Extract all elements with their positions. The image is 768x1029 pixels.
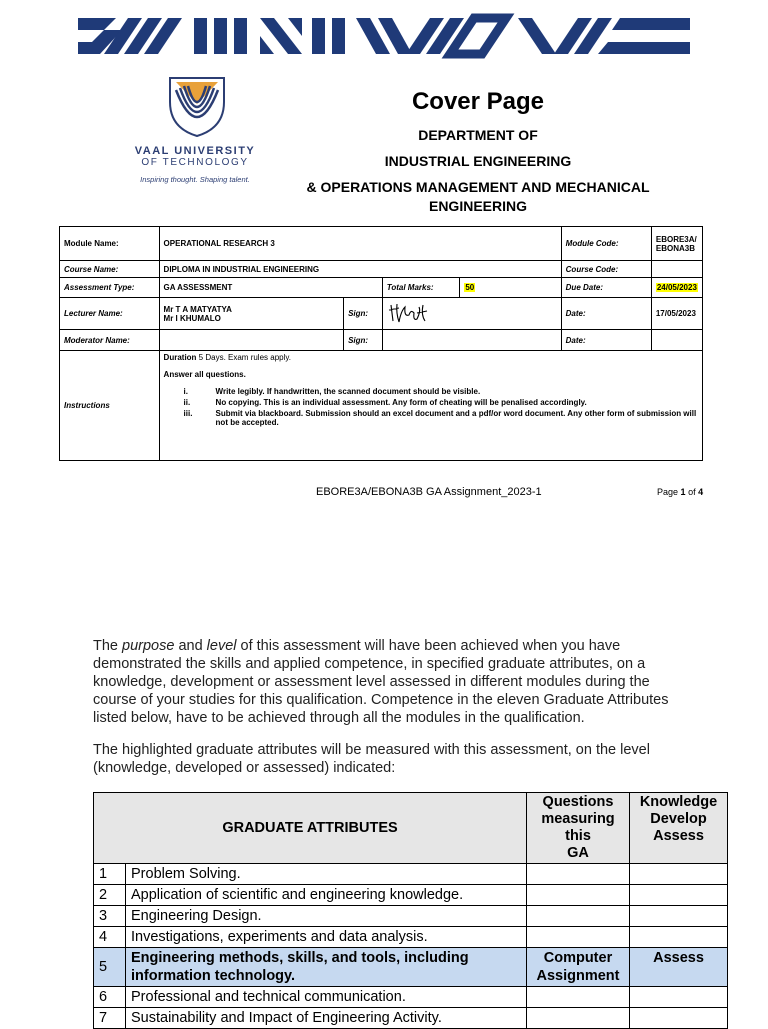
ga-header-level: [630, 793, 728, 864]
department-line-2: INDUSTRIAL ENGINEERING: [384, 153, 572, 169]
ga-questions: [527, 987, 630, 1008]
graduate-attributes-table: [93, 792, 728, 1029]
ga-number: 3: [94, 906, 126, 927]
ga-attribute: Application of scientific and engineering knowledge.: [126, 885, 527, 906]
handwritten-signature-icon: [387, 301, 435, 325]
highlighted-attributes-paragraph: The highlighted graduate attributes will be measured with this assessment, on the level (knowledge, developed or assessed) indicated:: [93, 742, 650, 776]
table-row: [94, 906, 728, 927]
due-date-label: Due Date:: [561, 278, 651, 298]
ga-questions: [527, 885, 630, 906]
lecturer-1: Mr T A MATYATYA: [163, 304, 232, 314]
paragraph-text: of this assessment will have been achieved when you have demonstrated the skills and applied competence, in specified graduate attributes, on a knowledge, development or assessment level assessed in different modules during the course of your studies for this qualification. Competence in the eleven Graduate Attributes listed below, have to be achieved through all the modules in the qualification.: [93, 638, 669, 726]
page-current: 1: [680, 487, 686, 497]
lecturer-2: Mr I KHUMALO: [163, 313, 221, 323]
module-info-table: [59, 226, 703, 461]
ga-number: 7: [94, 1008, 126, 1029]
ga-header-level-line: Knowledge: [639, 794, 718, 810]
duration-text: 5 Days. Exam rules apply.: [198, 353, 292, 362]
duration-label: Duration: [163, 353, 197, 362]
instruction-item: [184, 387, 698, 396]
instruction-text: Write legibly. If handwritten, the scanned document should be visible.: [215, 387, 481, 396]
due-date-cell: [651, 278, 702, 298]
ga-attribute: Professional and technical communication.: [126, 987, 527, 1008]
vut-shield-icon: [164, 74, 230, 138]
ga-attribute: Engineering methods, skills, and tools, including information technology.: [126, 948, 527, 987]
ga-level: Assess: [630, 948, 728, 987]
purpose-word: purpose: [122, 638, 175, 654]
lecturer-date-label: Date:: [561, 298, 651, 330]
assessment-type-label: Assessment Type:: [60, 278, 160, 298]
total-marks-label: Total Marks:: [382, 278, 460, 298]
table-row: [94, 927, 728, 948]
module-code-label: Module Code:: [561, 227, 651, 261]
purpose-paragraph: [93, 637, 683, 727]
page-of: of: [688, 487, 696, 497]
department-heading: [296, 126, 660, 216]
lecturer-date-value: 17/05/2023: [651, 298, 702, 330]
page-prefix: Page: [657, 487, 679, 497]
ga-level: [630, 987, 728, 1008]
department-line-3: & OPERATIONS MANAGEMENT AND MECHANICAL ENGINEERING: [306, 179, 650, 214]
ga-attribute: Investigations, experiments and data analysis.: [126, 927, 527, 948]
answer-all-text: Answer all questions.: [163, 370, 246, 379]
module-name-label: Module Name:: [60, 227, 160, 261]
level-word: level: [206, 638, 237, 654]
ga-questions: [527, 927, 630, 948]
moderator-date-label: Date:: [561, 330, 651, 351]
lecturer-signature-cell: [382, 298, 561, 330]
instructions-list: [164, 387, 698, 427]
ga-level: [630, 885, 728, 906]
instruction-number: i.: [183, 387, 188, 396]
instructions-label: Instructions: [60, 351, 160, 461]
document-reference: EBORE3A/EBONA3B GA Assignment_2023-1: [316, 486, 542, 498]
instruction-number: ii.: [183, 398, 191, 407]
module-code-line-2: EBONA3B: [655, 243, 695, 253]
ga-level: [630, 906, 728, 927]
ga-questions: [527, 1008, 630, 1029]
ga-number: 1: [94, 864, 126, 885]
total-marks-cell: [460, 278, 561, 298]
moderator-name-label: Moderator Name:: [60, 330, 160, 351]
table-row: [94, 1008, 728, 1029]
ga-attribute: Problem Solving.: [126, 864, 527, 885]
lecturer-name-label: Lecturer Name:: [60, 298, 160, 330]
ga-number: 4: [94, 927, 126, 948]
page-total: 4: [698, 487, 704, 497]
ga-header-questions-line: GA: [567, 845, 589, 861]
ga-header-level-line: Develop: [650, 811, 707, 827]
logo-tagline: Inspiring thought. Shaping talent.: [140, 175, 250, 184]
moderator-signature-cell: [382, 330, 561, 351]
ga-questions: [527, 906, 630, 927]
ga-header-level-line: Assess: [653, 828, 704, 844]
instruction-item: [184, 409, 698, 427]
ga-attribute: Sustainability and Impact of Engineering Activity.: [126, 1008, 527, 1029]
ga-header-questions: [527, 793, 630, 864]
module-code-line-1: EBORE3A/: [655, 234, 697, 244]
paragraph-text: The: [93, 638, 123, 654]
instruction-text: No copying. This is an individual assessment. Any form of cheating will be penalised accordingly.: [215, 398, 587, 407]
logo-subname: OF TECHNOLOGY: [141, 157, 249, 168]
ga-header-questions-line: this: [565, 828, 591, 844]
ga-level: [630, 1008, 728, 1029]
ga-attribute: Engineering Design.: [126, 906, 527, 927]
total-marks-value: 50: [465, 283, 475, 292]
ga-number: 2: [94, 885, 126, 906]
instructions-content: [159, 351, 702, 461]
module-code-value: [651, 227, 702, 261]
ga-level: [630, 927, 728, 948]
table-row: [94, 864, 728, 885]
table-row: [94, 885, 728, 906]
due-date-value: 24/05/2023: [656, 283, 697, 292]
ga-header-questions-line: Questions: [542, 794, 614, 810]
logo-name: VAAL UNIVERSITY: [134, 145, 256, 157]
ga-questions: Computer Assignment: [527, 948, 630, 987]
ga-number: 6: [94, 987, 126, 1008]
course-name-label: Course Name:: [60, 261, 160, 278]
lecturer-names: [159, 298, 344, 330]
course-code-value: [651, 261, 702, 278]
department-line-1: DEPARTMENT OF: [418, 127, 538, 143]
moderator-name-value: [159, 330, 344, 351]
table-row-highlighted: [94, 948, 728, 987]
table-row: [94, 987, 728, 1008]
course-name-value: DIPLOMA IN INDUSTRIAL ENGINEERING: [159, 261, 561, 278]
ga-header-questions-line: measuring: [541, 811, 615, 827]
paragraph-text: and: [174, 638, 207, 654]
moderator-date-value: [651, 330, 702, 351]
ga-level: [630, 864, 728, 885]
university-logo: [130, 74, 270, 184]
module-name-value: OPERATIONAL RESEARCH 3: [159, 227, 561, 261]
moderator-sign-label: Sign:: [344, 330, 383, 351]
assessment-type-value: GA ASSESSMENT: [159, 278, 382, 298]
page-number: [657, 487, 703, 497]
ga-questions: [527, 864, 630, 885]
university-banner-icon: [78, 12, 690, 60]
page-title: Cover Page: [411, 88, 545, 115]
lecturer-sign-label: Sign:: [344, 298, 383, 330]
instruction-number: iii.: [183, 409, 193, 418]
ga-header-attributes: GRADUATE ATTRIBUTES: [94, 793, 527, 864]
instruction-item: [184, 398, 698, 407]
course-code-label: Course Code:: [561, 261, 651, 278]
ga-number: 5: [94, 948, 126, 987]
instruction-text: Submit via blackboard. Submission should an excel document and a pdf/or word document. Any other form of submission will not be accepted.: [215, 409, 697, 427]
